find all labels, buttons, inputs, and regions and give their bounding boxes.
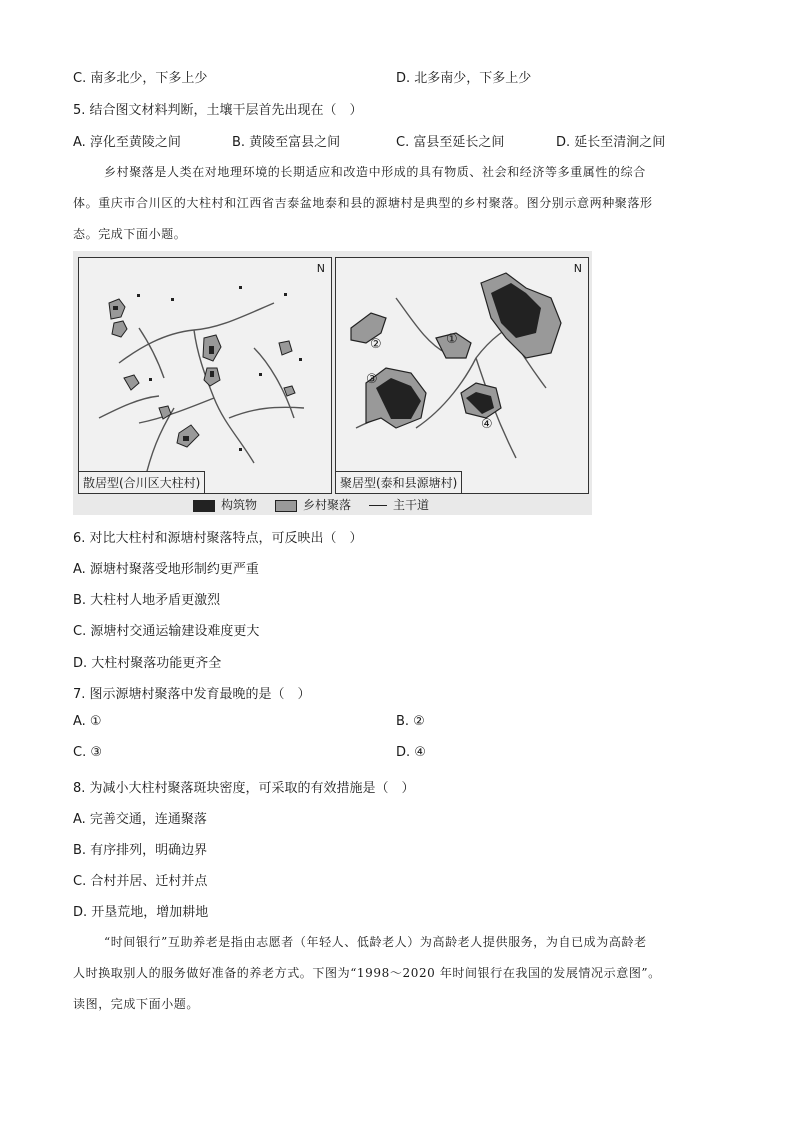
q8-option-a: A. 完善交通，连通聚落 — [73, 812, 207, 827]
passage2-line3: 读图，完成下面小题。 — [73, 997, 200, 1011]
marker-1: ① — [446, 332, 458, 347]
dispersed-settlement-map — [78, 257, 332, 494]
passage2-line2: 人时换取别人的服务做好准备的养老方式。下图为“1998～2020 年时间银行在我国的发展情况示意图”。 — [73, 966, 661, 980]
legend-road: 主干道 — [369, 496, 429, 513]
marker-2: ② — [370, 337, 382, 352]
q5-option-d: D. 延长至清涧之间 — [556, 135, 666, 150]
q4-option-d: D. 北多南少，下多上少 — [396, 71, 532, 86]
clustered-map-label: 聚居型(泰和县源塘村) — [336, 471, 462, 493]
q8-option-d: D. 开垦荒地，增加耕地 — [73, 905, 209, 920]
q6-option-c: C. 源塘村交通运输建设难度更大 — [73, 624, 260, 639]
q7-option-c: C. ③ — [73, 745, 102, 760]
q5-option-a: A. 淳化至黄陵之间 — [73, 135, 181, 150]
settlement-swatch-icon — [275, 500, 297, 512]
building-swatch-icon — [193, 500, 215, 512]
settlement-map-figure — [73, 251, 592, 515]
q5-option-b: B. 黄陵至富县之间 — [232, 135, 341, 150]
q4-option-c: C. 南多北少，下多上少 — [73, 71, 208, 86]
q8-stem: 8. 为减小大柱村聚落斑块密度，可采取的有效措施是（ ） — [73, 781, 415, 796]
dispersed-map-label: 散居型(合川区大柱村) — [79, 471, 205, 493]
q6-option-a: A. 源塘村聚落受地形制约更严重 — [73, 562, 259, 577]
q8-option-b: B. 有序排列，明确边界 — [73, 843, 208, 858]
q5-option-c: C. 富县至延长之间 — [396, 135, 505, 150]
legend-settlement: 乡村聚落 — [275, 496, 351, 513]
passage1-line2: 体。重庆市合川区的大柱村和江西省吉泰盆地泰和县的源塘村是典型的乡村聚落。图分别示意两种聚落形 — [73, 196, 653, 210]
passage1-line3: 态。完成下面小题。 — [73, 227, 187, 241]
q6-option-b: B. 大柱村人地矛盾更激烈 — [73, 593, 221, 608]
north-arrow-right: N — [573, 262, 582, 275]
q7-option-b: B. ② — [396, 714, 425, 729]
q8-option-c: C. 合村并居、迁村并点 — [73, 874, 208, 889]
passage2-line1: “时间银行”互助养老是指由志愿者（年轻人、低龄老人）为高龄老人提供服务，为自已成为高龄老 — [104, 935, 647, 949]
passage1-line1: 乡村聚落是人类在对地理环境的长期适应和改造中形成的具有物质、社会和经济等多重属性的综合 — [104, 165, 646, 179]
q7-stem: 7. 图示源塘村聚落中发育最晚的是（ ） — [73, 687, 311, 702]
map-legend — [193, 496, 429, 513]
legend-building: 构筑物 — [193, 496, 257, 513]
q6-option-d: D. 大柱村聚落功能更齐全 — [73, 656, 222, 671]
clustered-settlement-map — [335, 257, 589, 494]
marker-3: ③ — [366, 372, 378, 387]
dispersed-map-graphic — [79, 258, 331, 493]
q5-stem: 5. 结合图文材料判断，土壤干层首先出现在（ ） — [73, 103, 363, 118]
road-line-icon — [369, 505, 387, 506]
q7-option-a: A. ① — [73, 714, 102, 729]
q6-stem: 6. 对比大柱村和源塘村聚落特点，可反映出（ ） — [73, 531, 363, 546]
north-arrow-left: N — [316, 262, 325, 275]
marker-4: ④ — [481, 417, 493, 432]
q7-option-d: D. ④ — [396, 745, 426, 760]
